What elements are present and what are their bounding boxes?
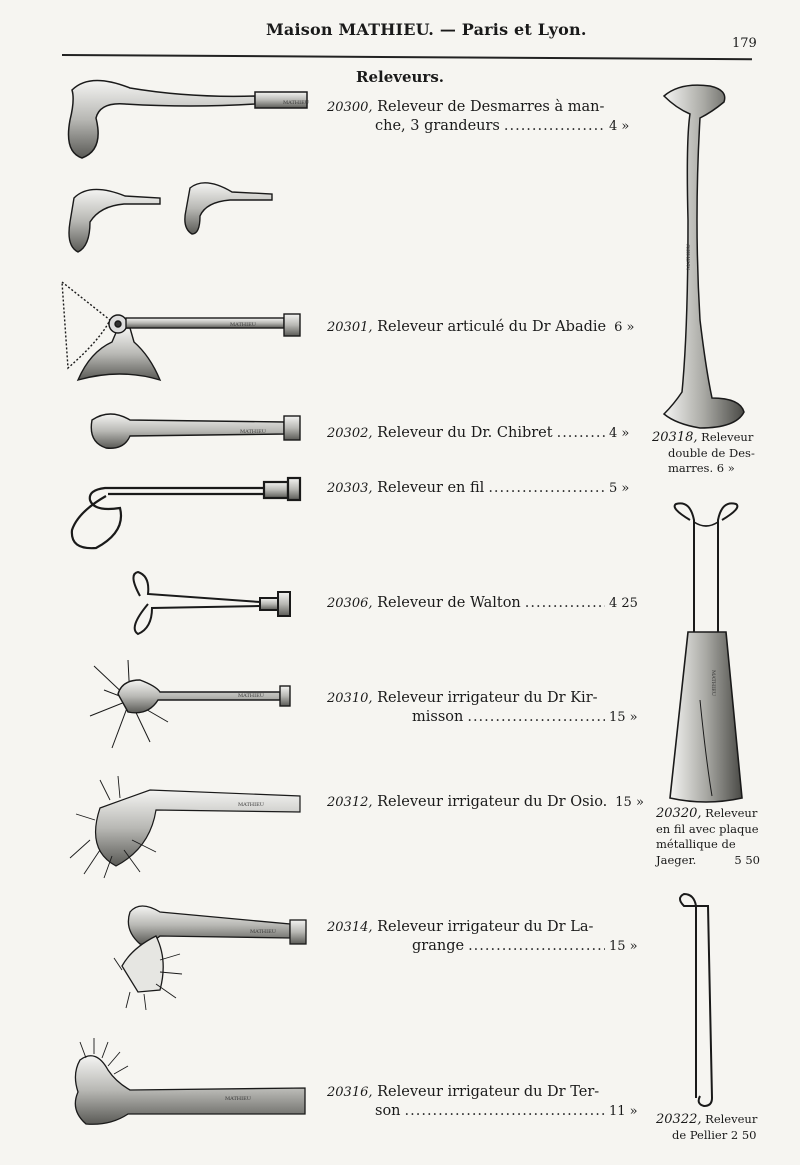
svg-text:MATHIEU: MATHIEU [238,802,264,808]
entry-description-cont: misson [412,709,464,725]
svg-text:MATHIEU: MATHIEU [250,929,276,935]
entry-price: 6 » [614,320,635,335]
entry-description: Releveur irrigateur du Dr Osio. [377,794,608,810]
catalog-number: 20316, [327,1085,373,1100]
wire-retractor-figure [72,478,300,548]
page-header-title: Maison MATHIEU. — Paris et Lyon. [266,20,587,39]
entry-description: Releveur irrigateur du Dr Kir- [377,690,598,706]
entry-20302 [327,424,647,443]
entry-20301 [327,318,647,337]
catalog-number: 20314, [327,920,373,935]
entry-20306 [327,594,647,613]
entry-price: 15 » [609,939,638,954]
entry-price: 15 » [609,710,638,725]
catalog-number: 20312, [327,795,373,810]
catalog-number: 20322, [656,1112,702,1127]
catalog-number: 20300, [327,100,373,115]
entry-price: 4 » [609,426,630,441]
entry-price: 2 50 [730,1127,757,1142]
svg-text:MATHIEU: MATHIEU [238,693,264,699]
entry-20300 [327,98,647,136]
entry-20312 [327,793,647,812]
abadie-retractor-figure [62,282,300,380]
entry-description: Releveur irrigateur du Dr Ter- [377,1084,600,1100]
entry-price: 5 50 [734,852,760,867]
entry-description: Releveur du Dr. Chibret [377,425,553,441]
entry-description: Releveur de Desmarres à man- [377,99,605,115]
entry-description-cont: son [375,1103,401,1119]
desmarres-retractor-small-figures [69,183,272,252]
entry-20316 [327,1083,647,1121]
walton-retractor-figure [133,572,290,634]
entry-description-cont: grange [412,938,465,954]
entry-description: Releveur de Walton [377,595,521,611]
side-entry-20320: 20320, Releveur en fil avec plaque métallique de Jaeger. 5 50 [656,806,760,867]
catalog-number: 20302, [327,426,373,441]
osio-irrigator-retractor-figure [70,776,300,878]
entry-price: 5 » [609,481,630,496]
jaeger-wire-retractor-figure [670,503,742,802]
section-title: Releveurs. [356,68,444,86]
entry-price: 15 » [615,795,644,810]
entry-price: 11 » [609,1104,638,1119]
svg-text:MATHIEU: MATHIEU [283,100,309,106]
entry-price: 4 25 [609,596,638,611]
svg-text:MATHIEU: MATHIEU [230,322,256,328]
svg-text:MATHIEU: MATHIEU [240,429,266,435]
entry-description: Releveur articulé du Dr Abadie [377,319,607,335]
entry-20310 [327,689,647,727]
entry-description: Releveur irrigateur du Dr La- [377,919,594,935]
catalog-number: 20318, [652,430,698,445]
entry-20314 [327,918,647,956]
svg-text:MATHIEU: MATHIEU [686,244,692,270]
side-entry-20322: 20322, Releveur de Pellier 2 50 [656,1112,758,1142]
entry-price: 6 » [716,461,735,475]
catalog-number: 20306, [327,596,373,611]
lagrange-irrigator-retractor-figure [114,906,306,1010]
entry-price: 4 » [609,119,630,134]
catalog-number: 20303, [327,481,373,496]
catalog-number: 20301, [327,320,373,335]
svg-text:MATHIEU: MATHIEU [710,670,716,696]
pellier-retractor-figure [680,894,712,1106]
entry-description-cont: che, 3 grandeurs [375,118,500,134]
double-desmarres-retractor-figure [664,85,744,428]
side-entry-20318: 20318, Releveur double de Des- marres. 6 » [652,430,755,475]
desmarres-retractor-large-figure [69,80,310,158]
terson-irrigator-retractor-figure [75,1038,305,1124]
catalog-number: 20320, [656,806,702,821]
page-number: 179 [732,36,757,51]
entry-description: Releveur en fil [377,480,485,496]
chibret-retractor-figure [91,414,300,448]
catalog-number: 20310, [327,691,373,706]
kirmisson-irrigator-retractor-figure [90,660,290,748]
svg-text:MATHIEU: MATHIEU [225,1096,251,1102]
entry-20303 [327,479,647,498]
